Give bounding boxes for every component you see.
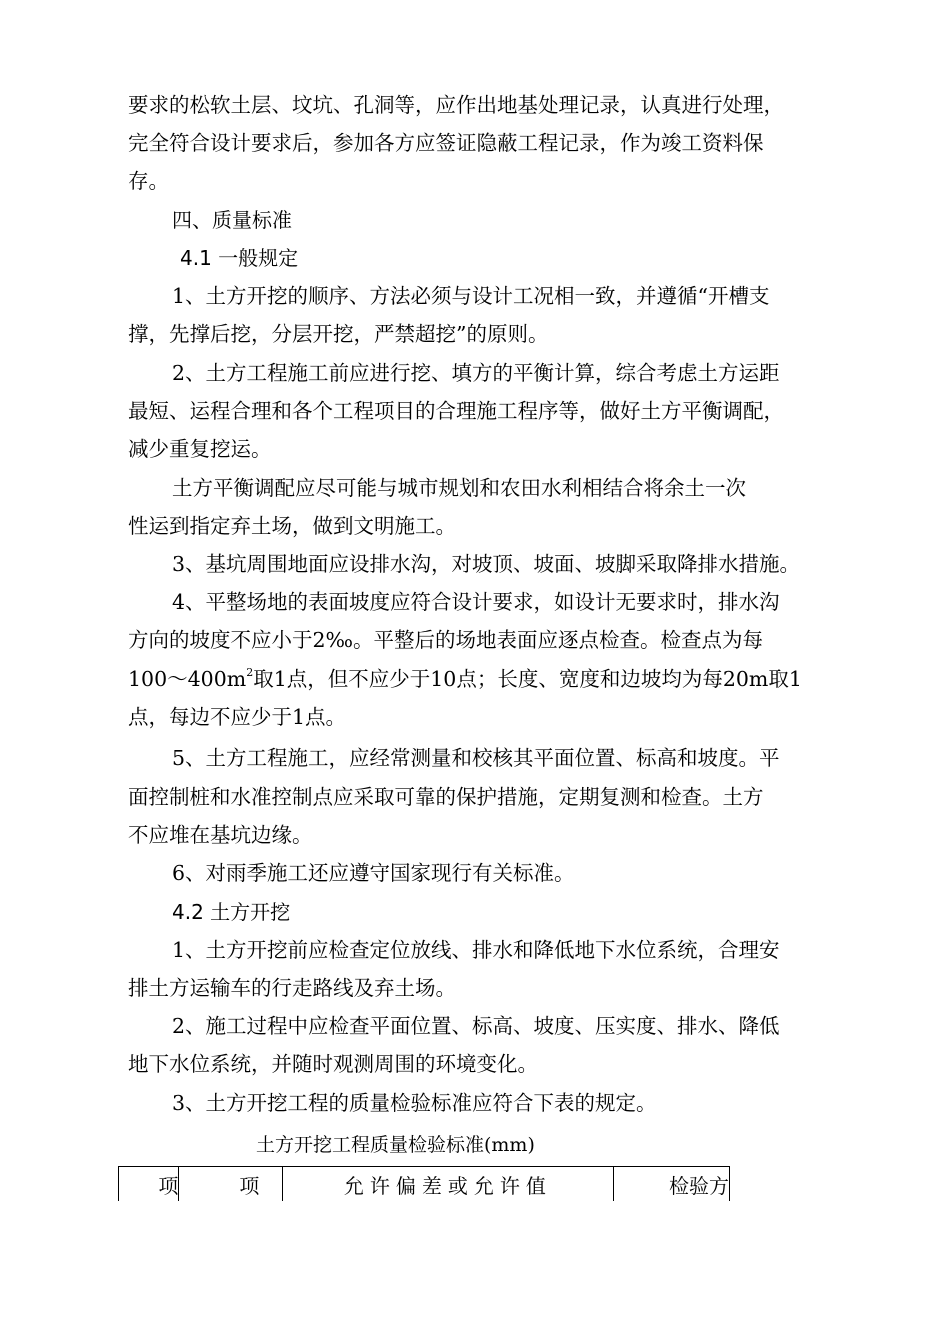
paragraph-line: 1、土方开挖的顺序、方法必须与设计工况相一致，并遵循“开槽支 bbox=[172, 284, 770, 308]
paragraph-line: 面控制桩和水准控制点应采取可靠的保护措施，定期复测和检查。土方 bbox=[128, 785, 764, 809]
paragraph-line bbox=[128, 666, 802, 691]
paragraph-line: 排土方运输车的行走路线及弃土场。 bbox=[128, 976, 456, 1000]
paragraph-line: 地下水位系统，并随时观测周围的环境变化。 bbox=[128, 1052, 538, 1076]
paragraph-line: 3、基坑周围地面应设排水沟，对坡顶、坡面、坡脚采取降排水措施。 bbox=[172, 552, 801, 576]
subsection-heading: 4.1 一般规定 bbox=[180, 246, 299, 270]
paragraph-line: 完全符合设计要求后，参加各方应签证隐蔽工程记录，作为竣工资料保 bbox=[128, 131, 764, 155]
section-heading: 四、质量标准 bbox=[172, 208, 292, 232]
text-run: 100～400m bbox=[128, 667, 247, 691]
paragraph-line: 5、土方工程施工，应经常测量和校核其平面位置、标高和坡度。平 bbox=[172, 746, 780, 770]
paragraph-line: 2、土方工程施工前应进行挖、填方的平衡计算，综合考虑土方运距 bbox=[172, 361, 780, 385]
table-header-cell: 检验方 bbox=[613, 1167, 729, 1202]
paragraph-line: 方向的坡度不应小于2‰。平整后的场地表面应逐点检查。检查点为每 bbox=[128, 628, 764, 652]
paragraph-line: 2、施工过程中应检查平面位置、标高、坡度、压实度、排水、降低 bbox=[172, 1014, 780, 1038]
paragraph-line: 4、平整场地的表面坡度应符合设计要求，如设计无要求时，排水沟 bbox=[172, 590, 780, 614]
paragraph-line: 要求的松软土层、坟坑、孔洞等，应作出地基处理记录，认真进行处理， bbox=[128, 93, 784, 117]
paragraph-line: 存。 bbox=[128, 169, 169, 193]
paragraph-line: 6、对雨季施工还应遵守国家现行有关标准。 bbox=[172, 861, 575, 885]
paragraph-line: 撑，先撑后挖，分层开挖，严禁超挖”的原则。 bbox=[128, 322, 549, 346]
paragraph-line: 最短、运程合理和各个工程项目的合理施工程序等，做好土方平衡调配， bbox=[128, 399, 784, 423]
paragraph-line: 性运到指定弃土场，做到文明施工。 bbox=[128, 514, 456, 538]
table-header-cell: 项 bbox=[179, 1167, 283, 1202]
paragraph-line: 减少重复挖运。 bbox=[128, 437, 272, 461]
text-run: 取1点，但不应少于10点；长度、宽度和边坡均为每20m取1 bbox=[253, 667, 802, 691]
subsection-heading: 4.2 土方开挖 bbox=[172, 900, 291, 924]
table-header-row bbox=[119, 1167, 730, 1202]
paragraph-line: 3、土方开挖工程的质量检验标准应符合下表的规定。 bbox=[172, 1091, 657, 1115]
paragraph-line: 土方平衡调配应尽可能与城市规划和农田水利相结合将余土一次 bbox=[172, 476, 746, 500]
paragraph-line: 点，每边不应少于1点。 bbox=[128, 705, 347, 729]
table-title: 土方开挖工程质量检验标准(mm) bbox=[256, 1134, 535, 1156]
quality-standard-table bbox=[118, 1166, 730, 1201]
paragraph-line: 不应堆在基坑边缘。 bbox=[128, 823, 313, 847]
table-header-cell: 允许偏差或允许值 bbox=[282, 1167, 613, 1202]
paragraph-line: 1、土方开挖前应检查定位放线、排水和降低地下水位系统，合理安 bbox=[172, 938, 780, 962]
table-header-cell: 项 bbox=[119, 1167, 179, 1202]
superscript: 2 bbox=[246, 666, 254, 679]
